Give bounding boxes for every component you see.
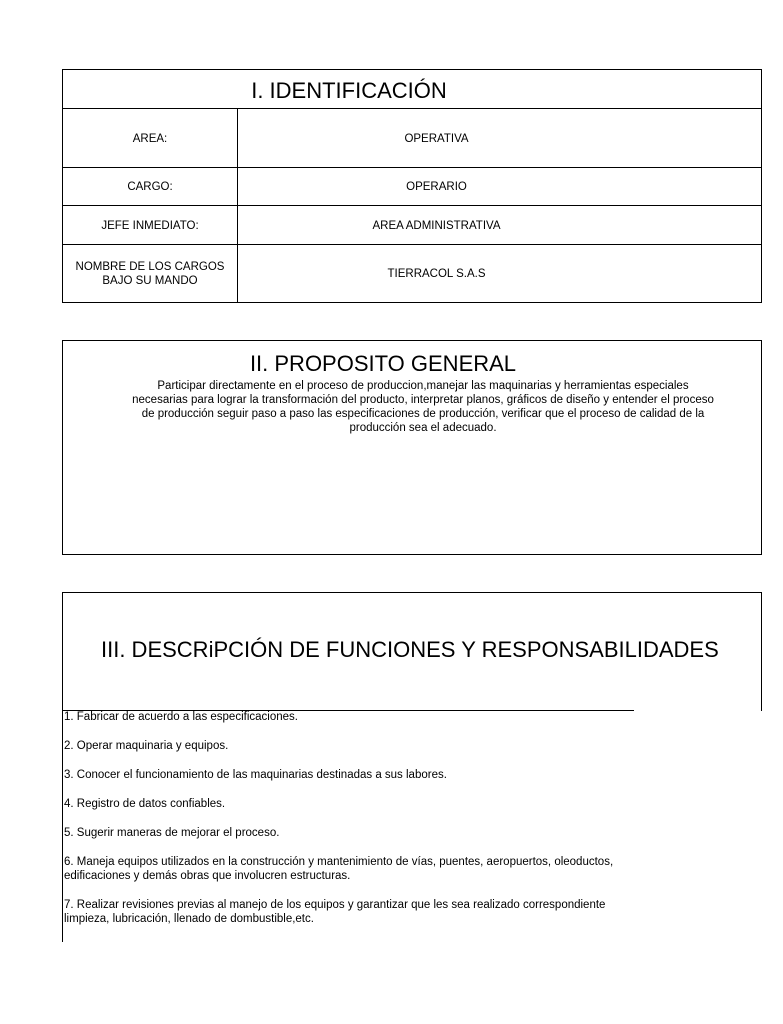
funciones-title: III. DESCRiPCIÓN DE FUNCIONES Y RESPONSABILIDADES [101, 637, 719, 662]
list-item: 7. Realizar revisiones previas al manejo de los equipos y garantizar que les sea realizado correspondiente limpieza, lubricación, llenado de dombustible,etc. [64, 899, 606, 925]
list-item: 5. Sugerir maneras de mejorar el proceso. [64, 827, 280, 839]
table-row-cargos-mando [63, 244, 761, 302]
proposito-text: Participar directamente en el proceso de produccion,manejar las maquinarias y herramientas especiales necesarias para lograr la transformación del producto, interpretar planos, gráficos de diseño y entender el proceso de producción seguir paso a paso las especificaciones de producción, verificar que el proceso de calidad de la producción sea el adecuado. [132, 380, 714, 434]
proposito-section [62, 340, 762, 555]
list-item: 4. Registro de datos confiables. [64, 798, 226, 810]
list-item: 1. Fabricar de acuerdo a las especificaciones. [64, 711, 298, 723]
list-item: 2. Operar maquinaria y equipos. [64, 740, 229, 752]
funciones-left-border [62, 710, 63, 942]
jefe-inmediato-value: AREA ADMINISTRATIVA [372, 219, 501, 232]
table-row-cargo [63, 167, 761, 206]
table-row-area [63, 108, 761, 168]
cargos-bajo-mando-label: NOMBRE DE LOS CARGOS BAJO SU MANDO [63, 245, 238, 302]
proposito-title: II. PROPOSITO GENERAL [249, 351, 517, 376]
identificacion-section [62, 69, 762, 303]
list-item: 6. Maneja equipos utilizados en la construcción y mantenimiento de vías, puentes, aeropuertos, oleoductos, edificaciones y demás obras que involucren estructuras. [64, 856, 614, 882]
cargos-bajo-mando-value: TIERRACOL S.A.S [387, 267, 486, 280]
table-row-jefe [63, 205, 761, 245]
area-label: AREA: [63, 109, 238, 168]
area-value: OPERATIVA [404, 132, 469, 145]
cargo-value: OPERARIO [406, 181, 467, 193]
funciones-header-section [62, 592, 762, 711]
identificacion-title: I. IDENTIFICACIÓN [251, 78, 447, 103]
list-item: 3. Conocer el funcionamiento de las maquinarias destinadas a sus labores. [64, 769, 447, 781]
cargo-label: CARGO: [63, 168, 238, 206]
jefe-inmediato-label: JEFE INMEDIATO: [63, 206, 238, 245]
funciones-list [64, 710, 704, 941]
